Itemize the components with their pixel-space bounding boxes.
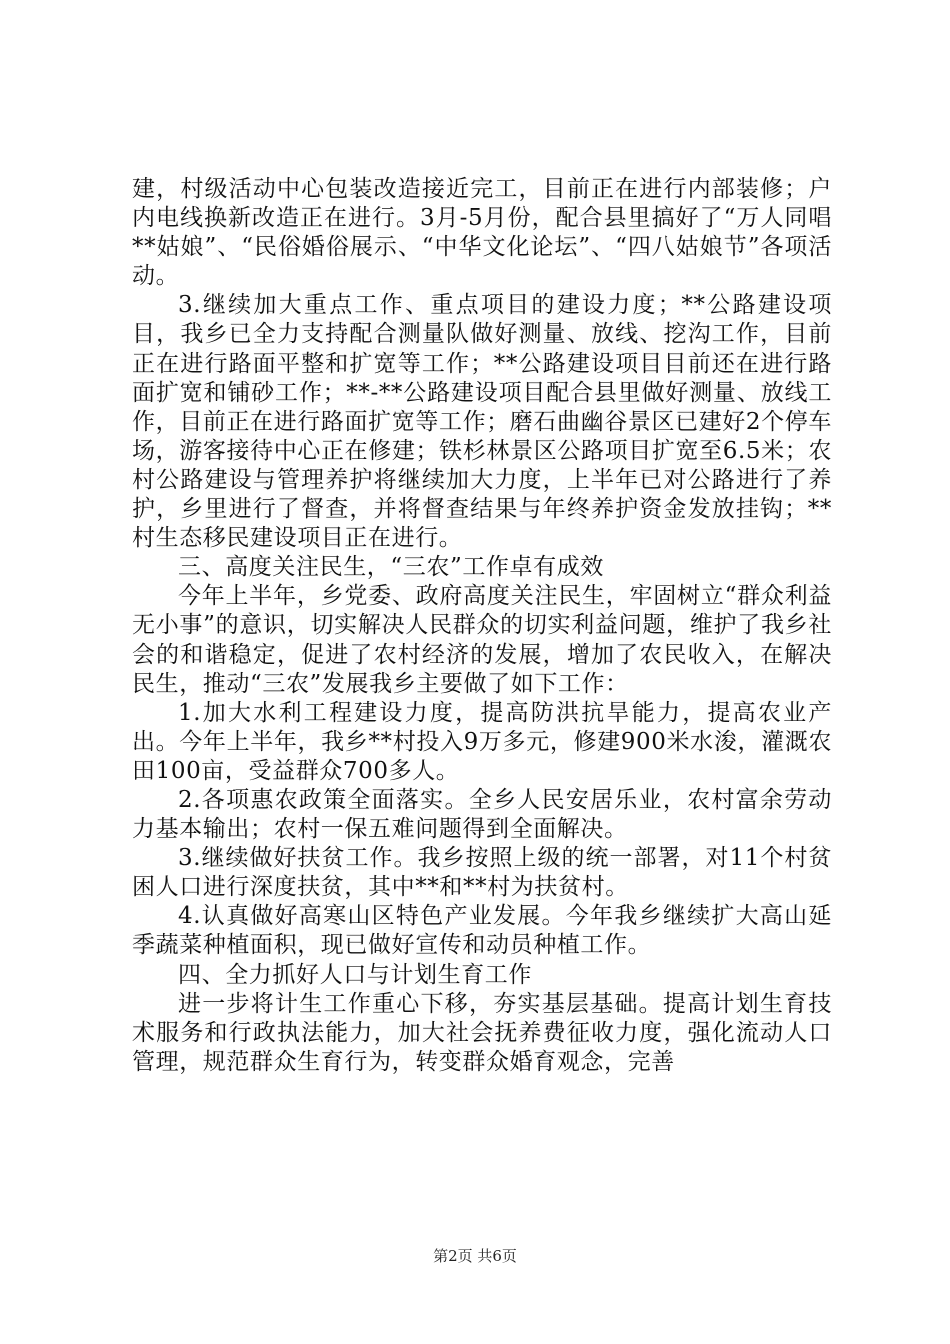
document-body: [132, 175, 832, 1077]
paragraph-key-projects: 3.继续加大重点工作、重点项目的建设力度；**公路建设项目，我乡已全力支持配合测量队做好测量、放线、挖沟工作，目前正在进行路面平整和扩宽等工作；**公路建设项目目前还在进行路面扩宽和铺砂工作；**-**公路建设项目配合县里做好测量、放线工作，目前正在进行路面扩宽等工作；磨石曲幽谷景区已建好2个停车场，游客接待中心正在修建；铁杉林景区公路项目扩宽至6.5米；农村公路建设与管理养护将继续加大力度，上半年已对公路进行了养护，乡里进行了督查，并将督查结果与年终养护资金发放挂钩；**村生态移民建设项目正在进行。: [132, 292, 832, 552]
section-heading-livelihood: 三、高度关注民生，“三农”工作卓有成效: [178, 554, 604, 581]
paragraph-farm-policy: 2.各项惠农政策全面落实。全乡人民安居乐业，农村富余劳动力基本输出；农村一保五难问题得到全面解决。: [132, 786, 832, 843]
paragraph-livelihood-intro: 今年上半年，乡党委、政府高度关注民生，牢固树立“群众利益无小事”的意识，切实解决人民群众的切实利益问题，维护了我乡社会的和谐稳定，促进了农村经济的发展，增加了农民收入，在解决民生，推动“三农”发展我乡主要做了如下工作：: [132, 583, 832, 697]
paragraph-family-planning: 进一步将计生工作重心下移，夯实基层基础。提高计划生育技术服务和行政执法能力，加大社会抚养费征收力度，强化流动人口管理，规范群众生育行为，转变群众婚育观念，完善: [132, 990, 832, 1075]
section-heading-family-planning: 四、全力抓好人口与计划生育工作: [178, 961, 532, 988]
paragraph-poverty-relief: 3.继续做好扶贫工作。我乡按照上级的统一部署，对11个村贫困人口进行深度扶贫，其中**和**村为扶贫村。: [132, 845, 832, 901]
paragraph-mountain-industry: 4.认真做好高寒山区特色产业发展。今年我乡继续扩大高山延季蔬菜种植面积，现已做好宣传和动员种植工作。: [132, 903, 832, 959]
page-number-footer: 第2页 共6页: [433, 1247, 517, 1265]
paragraph-water-conservancy: 1.加大水利工程建设力度，提高防洪抗旱能力，提高农业产出。今年上半年，我乡**村投入9万多元，修建900米水浚，灌溉农田100亩，受益群众700多人。: [132, 699, 832, 784]
paragraph-continuation: 建，村级活动中心包装改造接近完工，目前正在进行内部装修；户内电线换新改造正在进行。3月-5月份，配合县里搞好了“万人同唱**姑娘”、“民俗婚俗展示、“中华文化论坛”、“四八姑娘节”各项活动。: [132, 176, 832, 290]
